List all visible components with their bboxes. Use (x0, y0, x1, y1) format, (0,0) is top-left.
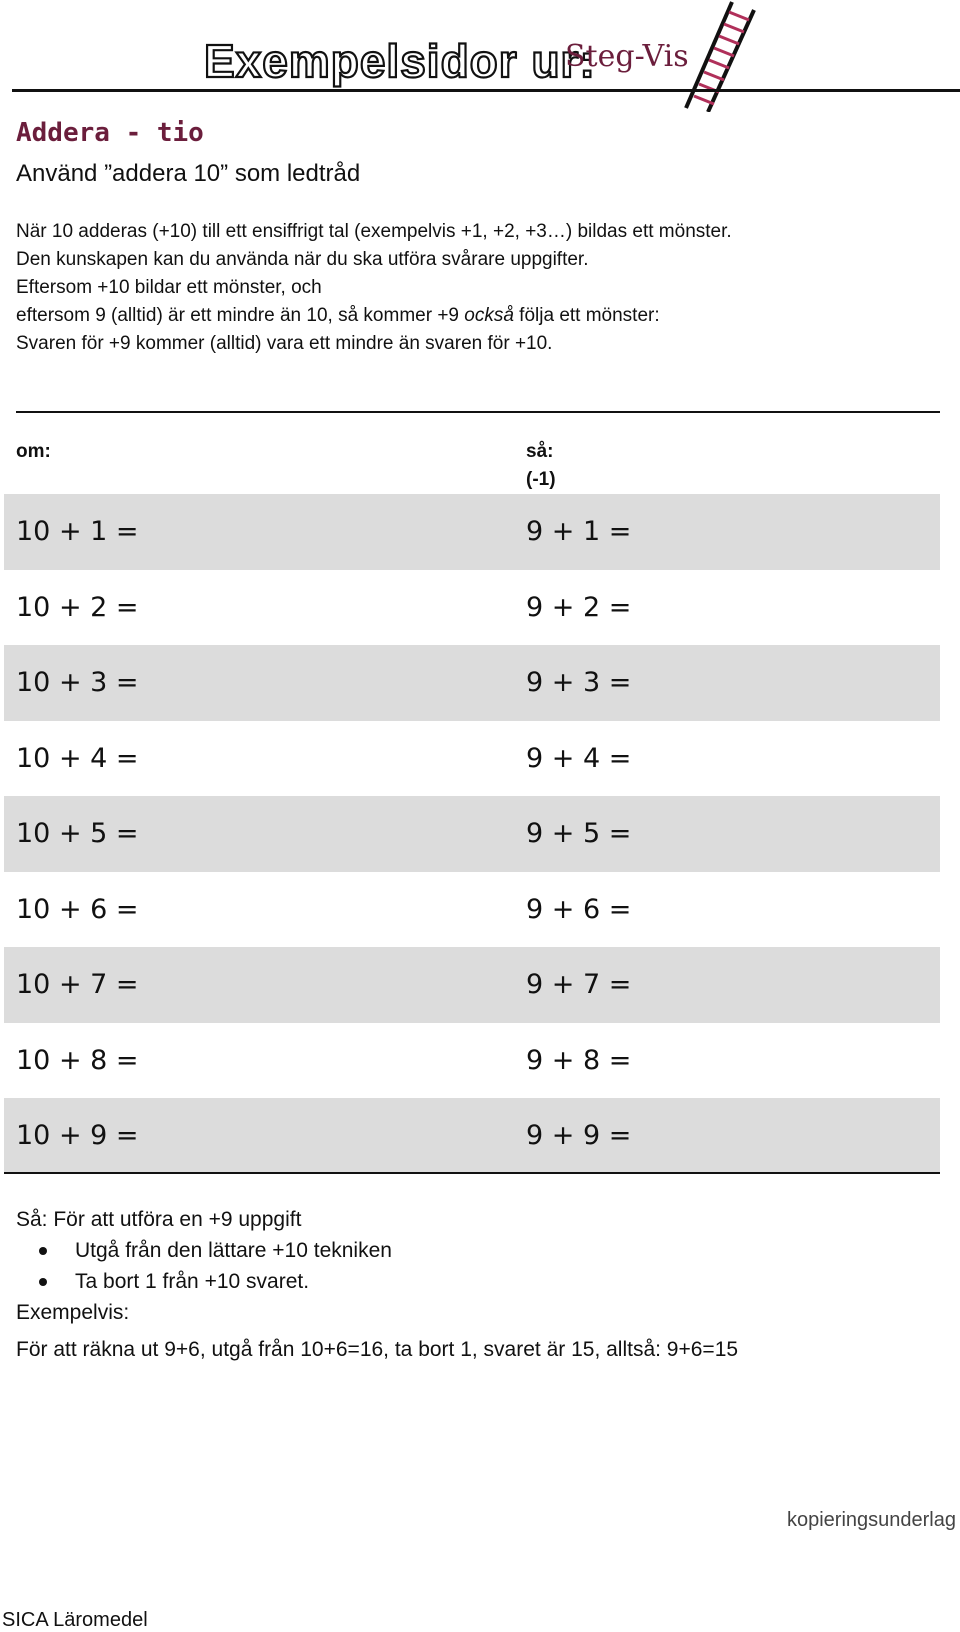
exercise-left: 10 + 2 = (16, 591, 139, 623)
ladder-icon (680, 0, 760, 112)
footer-publisher: SICA Läromedel (2, 1609, 148, 1631)
exercise-right: 9 + 7 = (526, 969, 632, 1001)
summary-bullets (16, 1235, 738, 1297)
header-divider (12, 89, 960, 92)
page-subtitle: Använd ”addera 10” som ledtråd (16, 160, 361, 187)
exercise-table (4, 494, 940, 1174)
column-label-right-title: så: (526, 441, 554, 462)
exercise-right: 9 + 5 = (526, 818, 632, 850)
header-title: Exempelsidor ur: (204, 35, 596, 87)
exercise-left: 10 + 4 = (16, 742, 139, 774)
intro-line: Svaren för +9 kommer (alltid) vara ett mindre än svaren för +10. (16, 333, 553, 354)
intro-line (16, 302, 946, 330)
exercise-right: 9 + 9 = (526, 1120, 632, 1152)
column-label-left: om: (16, 441, 51, 462)
summary-section (16, 1204, 738, 1365)
column-label-right (526, 438, 556, 494)
intro-line: Den kunskapen kan du använda när du ska utföra svårare uppgifter. (16, 249, 589, 270)
exercise-row (4, 645, 940, 721)
exercise-row (4, 494, 940, 570)
exercise-row (4, 570, 940, 646)
exercise-right: 9 + 3 = (526, 667, 632, 699)
exercise-row (4, 1023, 940, 1099)
exercise-right: 9 + 1 = (526, 516, 632, 548)
exercise-row (4, 872, 940, 948)
exercise-row (4, 721, 940, 797)
intro-line-start: eftersom 9 (alltid) är ett mindre än 10, så kommer +9 (16, 305, 465, 326)
exercise-right: 9 + 2 = (526, 591, 632, 623)
exercise-row (4, 947, 940, 1023)
exercise-right: 9 + 8 = (526, 1044, 632, 1076)
example-text: För att räkna ut 9+6, utgå från 10+6=16, ta bort 1, svaret är 15, alltså: 9+6=15 (16, 1338, 739, 1361)
exercise-left: 10 + 1 = (16, 516, 139, 548)
table-bottom-divider (4, 1172, 940, 1174)
intro-line: När 10 adderas (+10) till ett ensiffrigt tal (exempelvis +1, +2, +3…) bildas ett mönster. (16, 221, 732, 242)
summary-bullet: Utgå från den lättare +10 tekniken (75, 1235, 738, 1266)
exercise-right: 9 + 6 = (526, 893, 632, 925)
brand-logo-text: Steg-Vis (565, 39, 689, 74)
summary-bullet: Ta bort 1 från +10 svaret. (75, 1266, 738, 1297)
exercise-left: 10 + 6 = (16, 893, 139, 925)
exercise-left: 10 + 9 = (16, 1120, 139, 1152)
intro-text (16, 218, 946, 358)
exercise-left: 10 + 5 = (16, 818, 139, 850)
example-label: Exempelvis: (16, 1301, 130, 1324)
intro-line: Eftersom +10 bildar ett mönster, och (16, 277, 322, 298)
column-label-right-sub: (-1) (526, 469, 556, 490)
table-top-divider (16, 411, 940, 413)
exercise-row (4, 1098, 940, 1174)
summary-intro: Så: För att utföra en +9 uppgift (16, 1208, 302, 1231)
exercise-right: 9 + 4 = (526, 742, 632, 774)
exercise-left: 10 + 3 = (16, 667, 139, 699)
intro-emphasis: också (464, 305, 514, 326)
exercise-row (4, 796, 940, 872)
intro-line-end: följa ett mönster: (513, 305, 660, 326)
exercise-left: 10 + 8 = (16, 1044, 139, 1076)
page-title: Addera - tio (16, 118, 204, 148)
exercise-left: 10 + 7 = (16, 969, 139, 1001)
footer-copy-note: kopieringsunderlag (786, 1509, 956, 1531)
